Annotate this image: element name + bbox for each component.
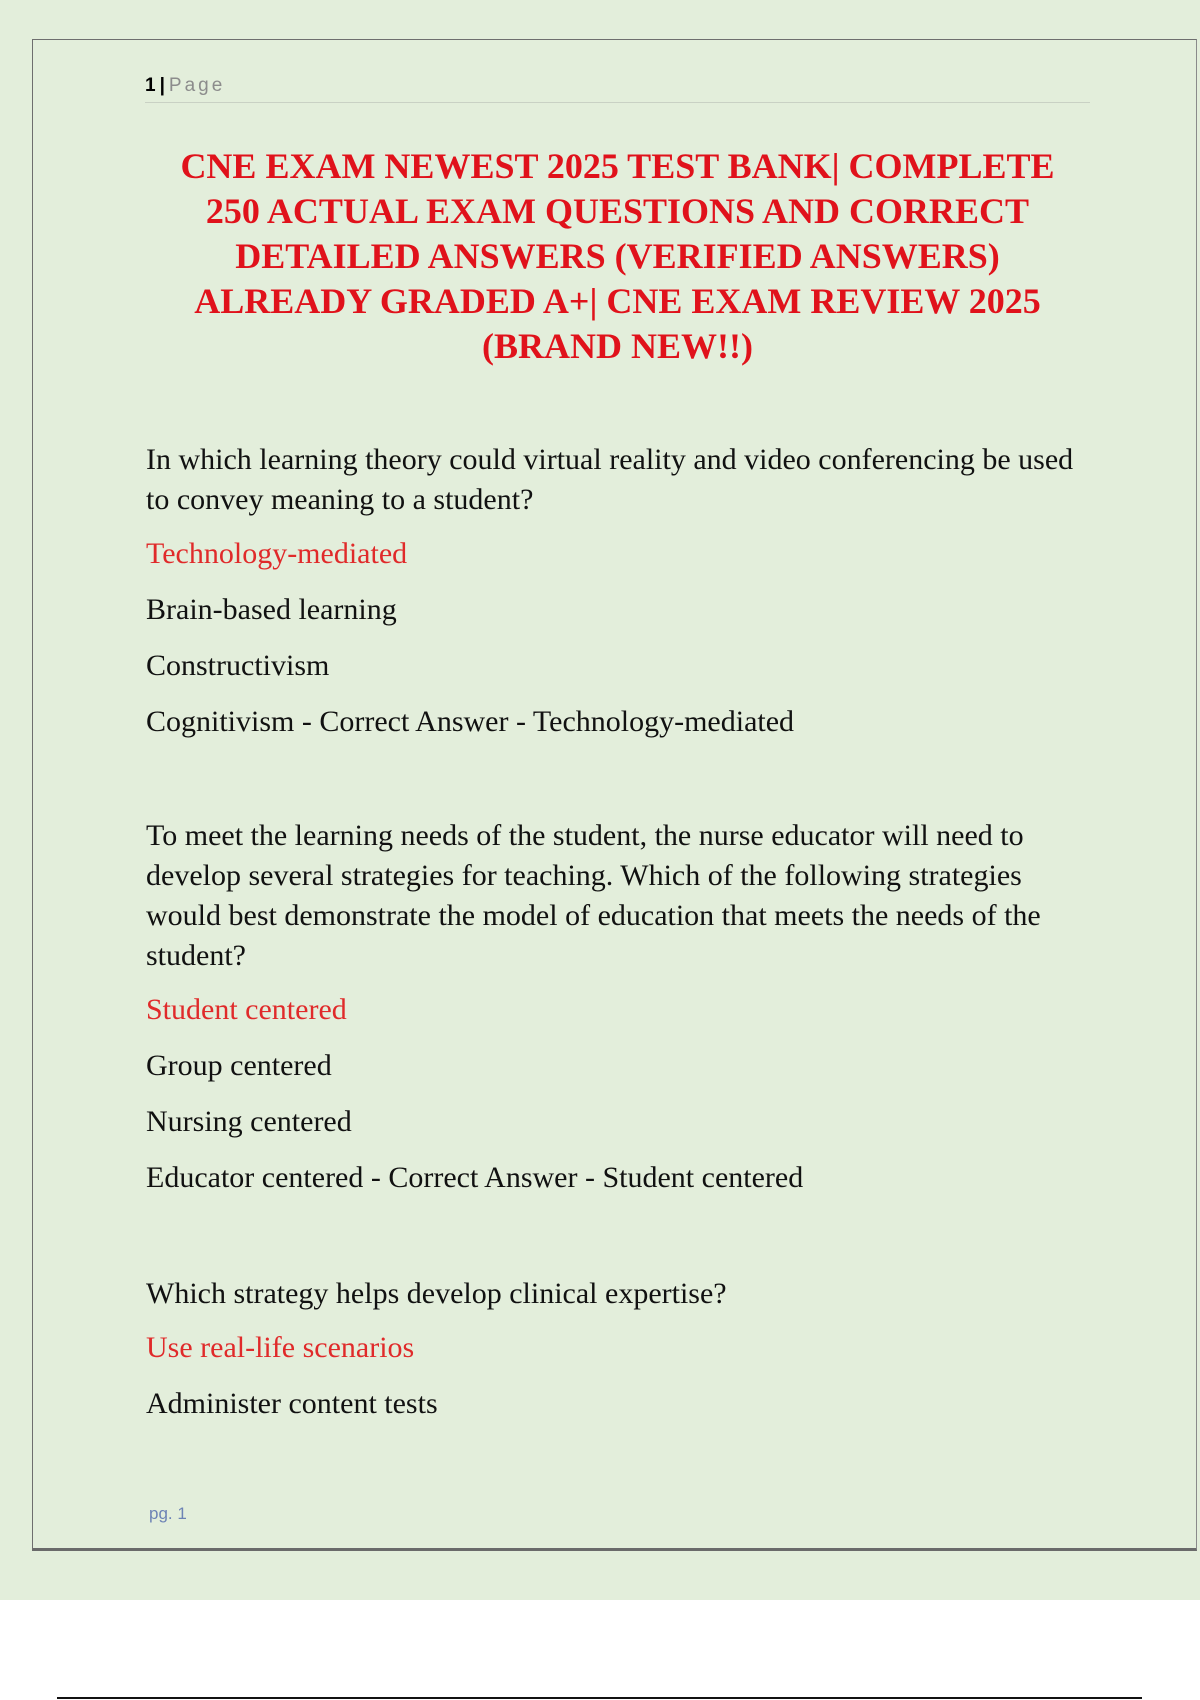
header-separator: | [159,75,165,96]
answer-option: Cognitivism - Correct Answer - Technology-mediated [146,705,795,738]
question-text: In which learning theory could virtual reality and video conferencing be used to convey meaning to a student? [146,443,1074,516]
highlighted-answer: Use real-life scenarios [146,1331,415,1364]
footer-page-label: pg. 1 [149,1504,187,1523]
highlighted-answer: Technology-mediated [146,537,408,570]
answer-option: Brain-based learning [146,593,397,626]
answer-option: Constructivism [146,649,330,682]
highlighted-answer: Student centered [146,993,347,1026]
header-page-number: 1 [145,75,156,96]
question-text: To meet the learning needs of the student, the nurse educator will need to develop several strategies for teaching. Which of the following strategies would best demonstrate the model of education that meets the needs of the student? [146,819,1041,972]
page-header [145,74,1090,103]
question-text: Which strategy helps develop clinical expertise? [146,1277,727,1310]
question-list [146,440,1091,1440]
answer-option: Group centered [146,1049,332,1082]
question-spacer [146,1214,1091,1274]
bottom-divider [57,1697,1142,1699]
answer-option: Administer content tests [146,1387,438,1420]
question-spacer [146,758,1091,816]
answer-option: Educator centered - Correct Answer - Student centered [146,1161,804,1194]
header-page-word: Page [168,75,226,96]
document-title: CNE EXAM NEWEST 2025 TEST BANK| COMPLETE 250 ACTUAL EXAM QUESTIONS AND CORRECT DETAILED ANSWERS (VERIFIED ANSWERS) ALREADY GRADED A+| CNE EXAM REVIEW 2025 (BRAND NEW!!) [180,146,1055,366]
answer-option: Nursing centered [146,1105,352,1138]
